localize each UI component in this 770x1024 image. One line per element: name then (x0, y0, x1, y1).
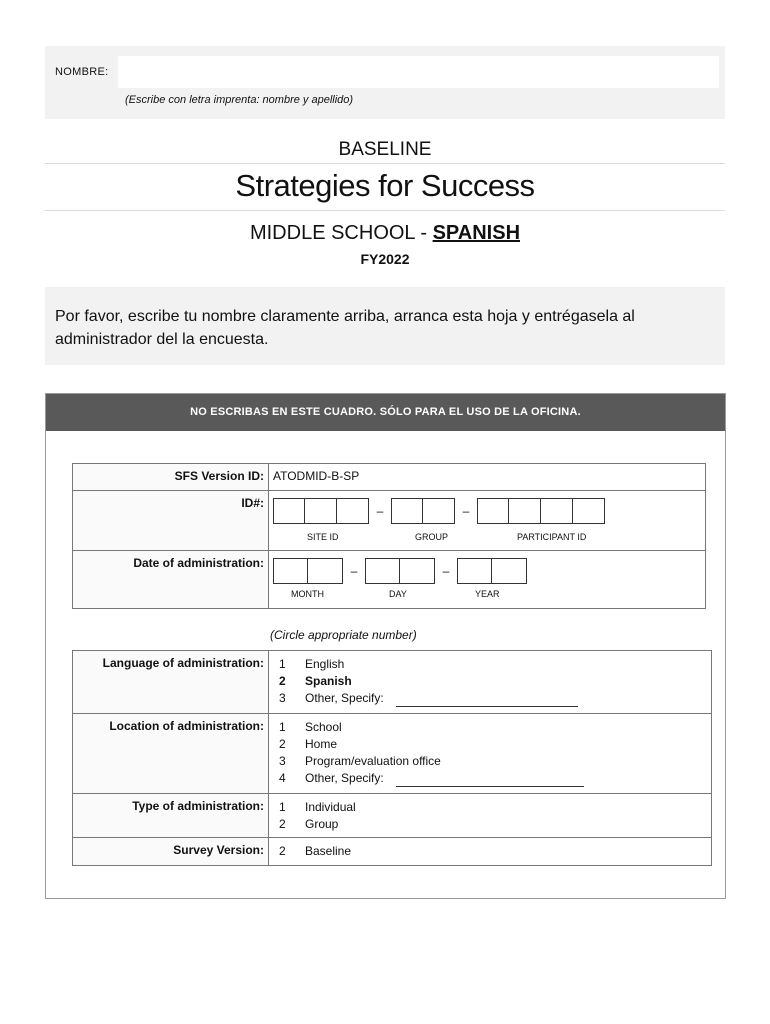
type-label: Type of administration: (73, 794, 269, 838)
option-text: Individual (305, 800, 356, 814)
version-label: SFS Version ID: (73, 464, 269, 491)
separator: – (376, 504, 384, 518)
month-caption: MONTH (291, 589, 324, 599)
option-number: 2 (279, 817, 286, 831)
divider (45, 163, 725, 164)
language-option[interactable] (279, 673, 707, 690)
subtitle (0, 222, 770, 245)
subtitle-prefix: MIDDLE SCHOOL - (249, 222, 433, 244)
group-digit[interactable] (391, 498, 423, 524)
specify-line[interactable] (396, 770, 584, 787)
option-text: Home (305, 737, 338, 751)
site-id-caption: SITE ID (307, 532, 339, 542)
participant-id-digit[interactable] (477, 498, 509, 524)
participant-id-digit[interactable] (573, 498, 605, 524)
subtitle-language: SPANISH (432, 222, 521, 244)
participant-id-digit[interactable] (541, 498, 573, 524)
admin-details-table (72, 650, 712, 866)
day-digit[interactable] (365, 558, 400, 584)
day-caption: DAY (389, 589, 407, 599)
location-option[interactable] (279, 770, 707, 787)
location-option[interactable] (279, 719, 707, 736)
id-fields (269, 491, 706, 551)
day-digit[interactable] (400, 558, 435, 584)
year-digit[interactable] (457, 558, 492, 584)
location-option[interactable] (279, 736, 707, 753)
option-number: 2 (279, 737, 286, 751)
option-text: Other, Specify: (305, 691, 384, 705)
month-digit[interactable] (273, 558, 308, 584)
site-id-digit[interactable] (337, 498, 369, 524)
option-text: English (305, 657, 345, 671)
survey-version-label: Survey Version: (73, 838, 269, 866)
baseline-label: BASELINE (338, 139, 432, 160)
option-text: Other, Specify: (305, 771, 384, 785)
type-option[interactable] (279, 799, 707, 816)
site-id-digit[interactable] (273, 498, 305, 524)
id-label: ID#: (73, 491, 269, 551)
divider (45, 210, 725, 211)
option-number: 2 (279, 844, 286, 858)
language-option[interactable] (279, 690, 707, 707)
group-caption: GROUP (415, 532, 449, 542)
option-text: Group (305, 817, 339, 831)
office-use-header: NO ESCRIBAS EN ESTE CUADRO. SÓLO PARA EL USO DE LA OFICINA. (46, 394, 725, 431)
location-label: Location of administration: (73, 714, 269, 794)
instructions-text: Por favor, escribe tu nombre claramente arriba, arranca esta hoja y entrégasela al administrador del la encuesta. (55, 308, 635, 348)
fiscal-year: FY2022 (360, 251, 410, 267)
month-digit[interactable] (308, 558, 343, 584)
option-text: Spanish (305, 674, 352, 688)
option-number: 1 (279, 800, 286, 814)
separator: – (442, 564, 450, 578)
name-label: NOMBRE: (55, 66, 109, 78)
version-value: ATODMID-B-SP (269, 464, 706, 491)
name-input[interactable] (118, 56, 719, 88)
language-options (269, 651, 712, 714)
option-number: 4 (279, 771, 286, 785)
language-label: Language of administration: (73, 651, 269, 714)
year-caption: YEAR (475, 589, 500, 599)
participant-id-caption: PARTICIPANT ID (517, 532, 587, 542)
admin-id-table (72, 463, 706, 609)
separator: – (350, 564, 358, 578)
type-option[interactable] (279, 816, 707, 833)
option-number: 3 (279, 691, 286, 705)
option-text: School (305, 720, 342, 734)
year-digit[interactable] (492, 558, 527, 584)
circle-note: (Circle appropriate number) (270, 628, 417, 642)
specify-line[interactable] (396, 690, 578, 707)
language-option[interactable] (279, 656, 707, 673)
location-option[interactable] (279, 753, 707, 770)
option-number: 3 (279, 754, 286, 768)
survey-option[interactable] (279, 843, 707, 860)
option-number: 1 (279, 720, 286, 734)
date-label: Date of administration: (73, 551, 269, 609)
date-fields (269, 551, 706, 609)
option-number: 2 (279, 674, 286, 688)
option-text: Baseline (305, 844, 352, 858)
option-text: Program/evaluation office (305, 754, 441, 768)
option-number: 1 (279, 657, 286, 671)
name-hint: (Escribe con letra imprenta: nombre y apellido) (125, 94, 354, 106)
participant-id-digit[interactable] (509, 498, 541, 524)
page-title: Strategies for Success (235, 168, 535, 203)
site-id-digit[interactable] (305, 498, 337, 524)
type-options (269, 794, 712, 838)
location-options (269, 714, 712, 794)
survey-version-value (269, 838, 712, 866)
separator: – (462, 504, 470, 518)
group-digit[interactable] (423, 498, 455, 524)
